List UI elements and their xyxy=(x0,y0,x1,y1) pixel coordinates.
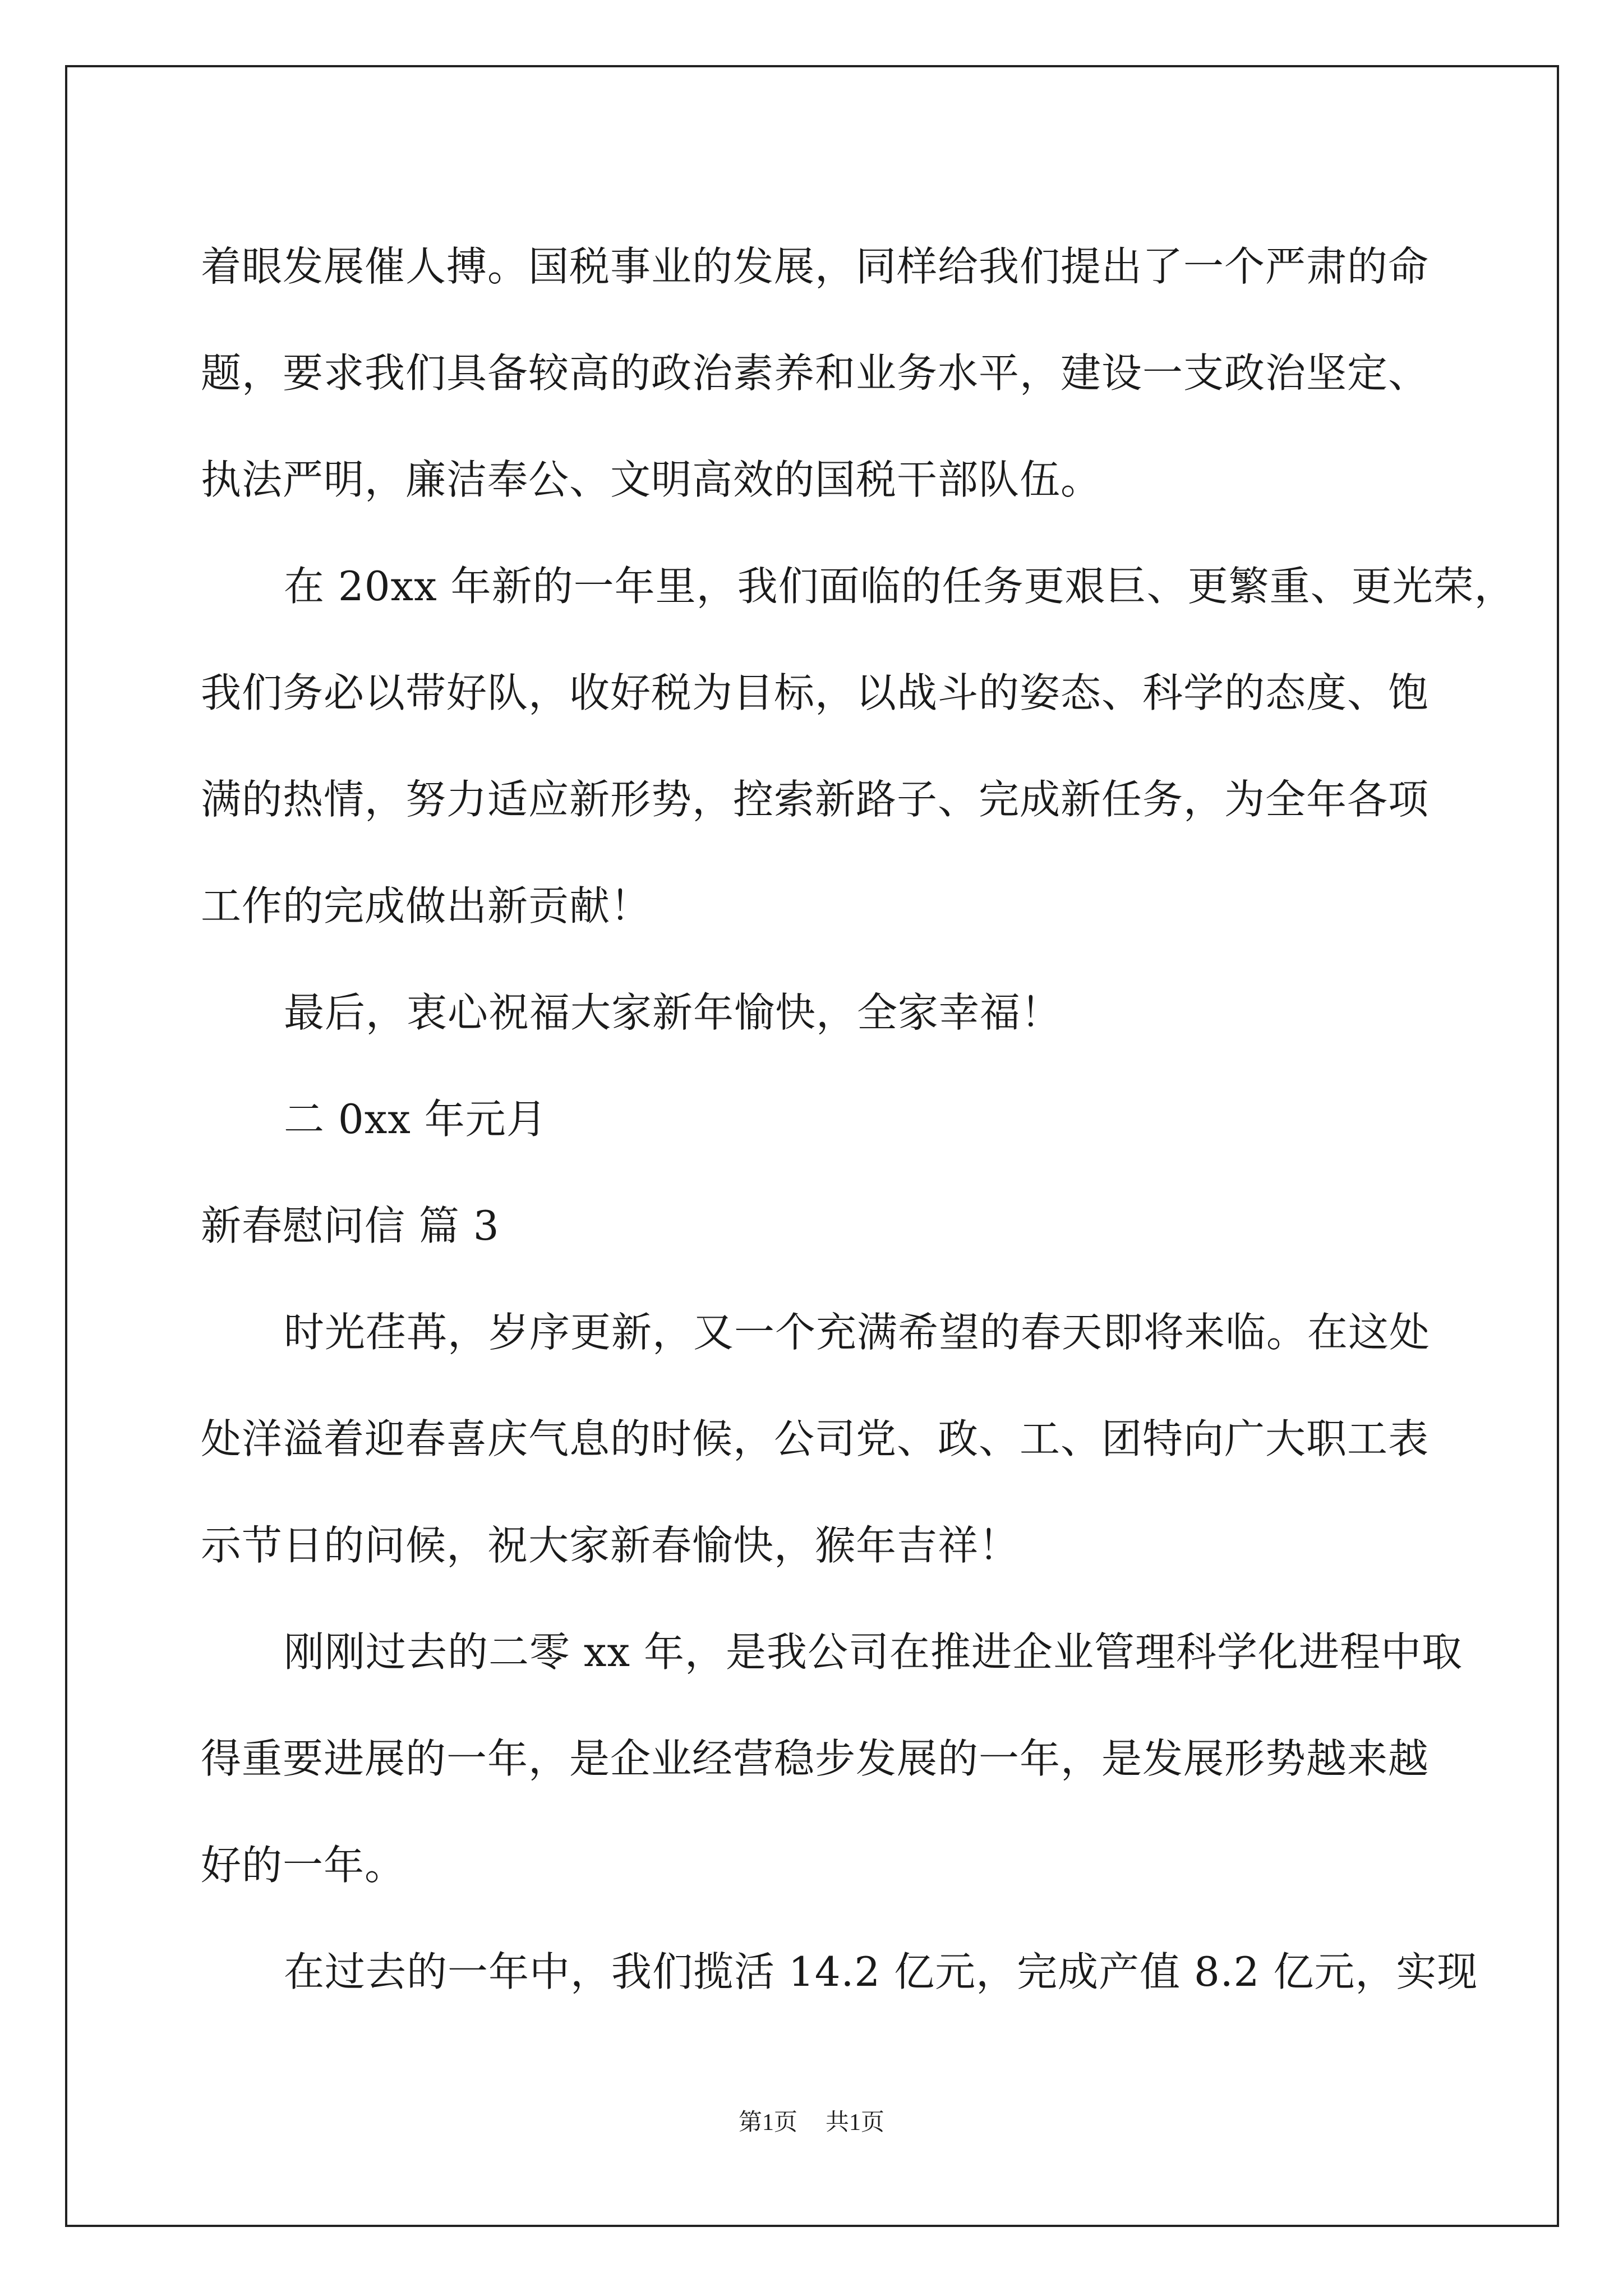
text-line: 工作的完成做出新贡献！ xyxy=(201,882,652,930)
page-total: 共1页 xyxy=(826,2110,885,2136)
closing-wish-line: 最后，衷心祝福大家新年愉快，全家幸福！ xyxy=(284,989,1062,1036)
text-line: 得重要进展的一年，是企业经营稳步发展的一年，是发展形势越来越 xyxy=(201,1735,1430,1782)
page-number: 第1页 xyxy=(738,2110,797,2136)
text-line: 处洋溢着迎春喜庆气息的时候，公司党、政、工、团特向广大职工表 xyxy=(201,1415,1430,1462)
text-line: 题，要求我们具备较高的政治素养和业务水平，建设一支政治坚定、 xyxy=(201,349,1430,397)
text-line: 执法严明，廉洁奉公、文明高效的国税干部队伍。 xyxy=(201,456,1102,503)
text-line: 满的热情，努力适应新形势，控索新路子、完成新任务，为全年各项 xyxy=(201,776,1430,823)
page-footer xyxy=(0,2104,1623,2137)
document-body xyxy=(201,213,1515,2025)
paragraph-start-line: 在过去的一年中，我们揽活 14.2 亿元，完成产值 8.2 亿元，实现 xyxy=(284,1948,1478,1995)
text-line: 好的一年。 xyxy=(201,1842,406,1889)
text-line: 我们务必以带好队，收好税为目标，以战斗的姿态、科学的态度、饱 xyxy=(201,669,1430,716)
section-heading: 新春慰问信 篇 3 xyxy=(201,1202,500,1249)
paragraph-start-line: 时光荏苒，岁序更新，又一个充满希望的春天即将来临。在这处 xyxy=(284,1309,1431,1356)
paragraph-start-line: 刚刚过去的二零 xx 年，是我公司在推进企业管理科学化进程中取 xyxy=(284,1628,1463,1676)
text-line: 示节日的问候，祝大家新春愉快，猴年吉祥！ xyxy=(201,1522,1020,1569)
text-line: 着眼发展催人搏。国税事业的发展，同样给我们提出了一个严肃的命 xyxy=(201,243,1430,290)
date-line: 二 0xx 年元月 xyxy=(284,1096,547,1143)
paragraph-start-line: 在 20xx 年新的一年里，我们面临的任务更艰巨、更繁重、更光荣， xyxy=(284,563,1515,610)
